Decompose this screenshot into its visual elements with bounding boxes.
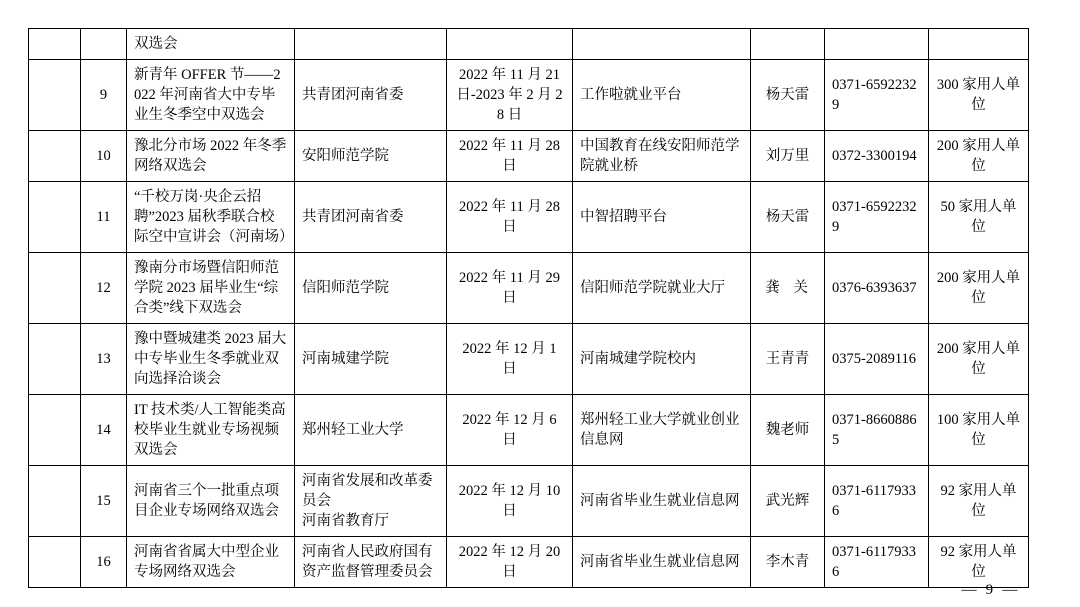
row-date: 2022 年 12 月 20 日 <box>447 537 573 588</box>
row-index: 11 <box>81 182 127 253</box>
table-row <box>29 466 1029 537</box>
row-place: 河南省毕业生就业信息网 <box>573 537 751 588</box>
row-date: 2022 年 11 月 29 日 <box>447 253 573 324</box>
row-phone: 0371-65922329 <box>825 182 929 253</box>
table-row <box>29 131 1029 182</box>
row-blank-cell <box>29 131 81 182</box>
table-row <box>29 182 1029 253</box>
row-index: 14 <box>81 395 127 466</box>
row-organizer <box>295 29 447 60</box>
row-blank-cell <box>29 537 81 588</box>
row-count <box>929 29 1029 60</box>
row-organizer: 河南省人民政府国有资产监督管理委员会 <box>295 537 447 588</box>
row-place: 中国教育在线安阳师范学院就业桥 <box>573 131 751 182</box>
row-date: 2022 年 12 月 6 日 <box>447 395 573 466</box>
row-blank-cell <box>29 60 81 131</box>
table-row <box>29 537 1029 588</box>
row-organizer <box>295 466 447 537</box>
page-number: — 9 — <box>961 582 1020 598</box>
row-organizer: 信阳师范学院 <box>295 253 447 324</box>
row-place: 工作啦就业平台 <box>573 60 751 131</box>
row-date: 2022 年 11 月 28 日 <box>447 131 573 182</box>
row-blank-cell <box>29 182 81 253</box>
row-organizer: 郑州轻工业大学 <box>295 395 447 466</box>
row-contact-person: 魏老师 <box>751 395 825 466</box>
row-activity-name: “千校万岗·央企云招聘”2023 届秋季联合校际空中宣讲会（河南场） <box>127 182 295 253</box>
table-row <box>29 29 1029 60</box>
row-count: 92 家用人单位 <box>929 537 1029 588</box>
row-date: 2022 年 11 月 21 日-2023 年 2 月 28 日 <box>447 60 573 131</box>
row-phone: 0371-61179336 <box>825 466 929 537</box>
row-contact-person: 刘万里 <box>751 131 825 182</box>
row-activity-name: 豫北分市场 2022 年冬季网络双选会 <box>127 131 295 182</box>
row-place: 河南城建学院校内 <box>573 324 751 395</box>
row-activity-name: 双选会 <box>127 29 295 60</box>
row-activity-name: 河南省三个一批重点项目企业专场网络双选会 <box>127 466 295 537</box>
row-activity-name: 新青年 OFFER 节——2022 年河南省大中专毕业生冬季空中双选会 <box>127 60 295 131</box>
row-index: 13 <box>81 324 127 395</box>
row-index: 16 <box>81 537 127 588</box>
row-organizer-line: 河南省教育厅 <box>302 513 389 529</box>
row-place: 河南省毕业生就业信息网 <box>573 466 751 537</box>
row-organizer: 共青团河南省委 <box>295 182 447 253</box>
row-activity-name: 豫中暨城建类 2023 届大中专毕业生冬季就业双向选择洽谈会 <box>127 324 295 395</box>
row-phone: 0371-65922329 <box>825 60 929 131</box>
row-count: 50 家用人单位 <box>929 182 1029 253</box>
table-row <box>29 324 1029 395</box>
row-index: 9 <box>81 60 127 131</box>
row-organizer-line: 河南省发展和改革委员会 <box>302 473 433 509</box>
table-row <box>29 253 1029 324</box>
row-place: 郑州轻工业大学就业创业信息网 <box>573 395 751 466</box>
row-phone: 0371-86608865 <box>825 395 929 466</box>
row-index <box>81 29 127 60</box>
row-blank-cell <box>29 395 81 466</box>
row-contact-person: 武光辉 <box>751 466 825 537</box>
row-count: 200 家用人单位 <box>929 253 1029 324</box>
row-index: 15 <box>81 466 127 537</box>
row-contact-person <box>751 29 825 60</box>
row-count: 92 家用人单位 <box>929 466 1029 537</box>
row-organizer: 安阳师范学院 <box>295 131 447 182</box>
row-count: 200 家用人单位 <box>929 131 1029 182</box>
row-blank-cell <box>29 466 81 537</box>
row-place <box>573 29 751 60</box>
row-phone: 0371-61179336 <box>825 537 929 588</box>
activities-table <box>28 28 1029 588</box>
table-row <box>29 60 1029 131</box>
row-phone <box>825 29 929 60</box>
row-contact-person: 杨天雷 <box>751 60 825 131</box>
row-contact-person: 杨天雷 <box>751 182 825 253</box>
row-activity-name: IT 技术类/人工智能类高校毕业生就业专场视频双选会 <box>127 395 295 466</box>
row-phone: 0376-6393637 <box>825 253 929 324</box>
row-phone: 0372-3300194 <box>825 131 929 182</box>
row-blank-cell <box>29 253 81 324</box>
row-index: 10 <box>81 131 127 182</box>
row-date: 2022 年 12 月 10 日 <box>447 466 573 537</box>
row-place: 信阳师范学院就业大厅 <box>573 253 751 324</box>
row-activity-name: 河南省省属大中型企业专场网络双选会 <box>127 537 295 588</box>
row-date: 2022 年 11 月 28 日 <box>447 182 573 253</box>
row-blank-cell <box>29 29 81 60</box>
row-date: 2022 年 12 月 1 日 <box>447 324 573 395</box>
row-place: 中智招聘平台 <box>573 182 751 253</box>
row-index: 12 <box>81 253 127 324</box>
row-activity-name: 豫南分市场暨信阳师范学院 2023 届毕业生“综合类”线下双选会 <box>127 253 295 324</box>
row-count: 100 家用人单位 <box>929 395 1029 466</box>
row-blank-cell <box>29 324 81 395</box>
row-organizer: 河南城建学院 <box>295 324 447 395</box>
row-organizer: 共青团河南省委 <box>295 60 447 131</box>
row-contact-person: 龚 关 <box>751 253 825 324</box>
row-phone: 0375-2089116 <box>825 324 929 395</box>
row-date <box>447 29 573 60</box>
row-contact-person: 王青青 <box>751 324 825 395</box>
row-count: 300 家用人单位 <box>929 60 1029 131</box>
row-count: 200 家用人单位 <box>929 324 1029 395</box>
row-contact-person: 李木青 <box>751 537 825 588</box>
table-row <box>29 395 1029 466</box>
